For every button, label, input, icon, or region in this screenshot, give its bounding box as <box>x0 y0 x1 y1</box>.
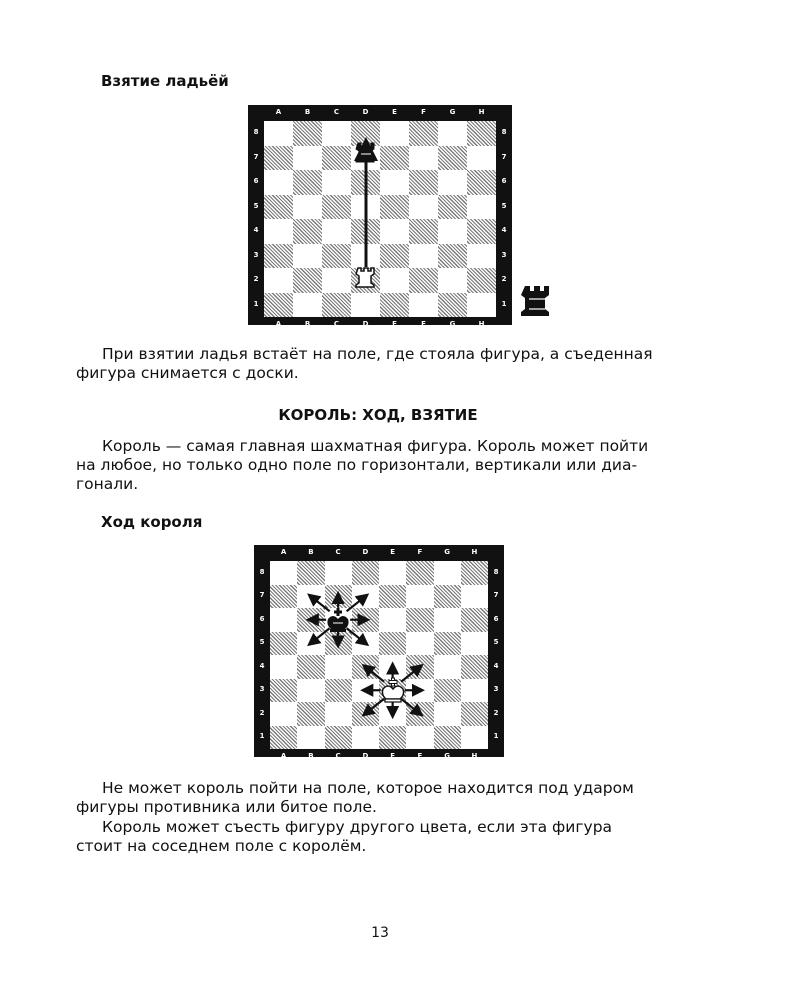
file-label: G <box>444 548 450 556</box>
file-label: B <box>308 752 314 760</box>
rank-label: 4 <box>259 661 265 670</box>
king-move-arrows <box>254 545 504 757</box>
black-king-icon <box>325 607 351 633</box>
rank-label: 4 <box>493 661 499 670</box>
file-label: G <box>449 320 456 328</box>
rank-label: 4 <box>253 226 259 235</box>
text-line: на любое, но только одно поле по горизонтали, вертикали или диа- <box>76 456 638 474</box>
page-number: 13 <box>371 925 389 941</box>
file-label: C <box>335 752 341 760</box>
file-label: B <box>304 108 311 116</box>
text-line: стоит на соседнем поле с королём. <box>76 837 367 855</box>
rank-label: 5 <box>493 638 499 647</box>
heading-king-move: Ход короля <box>101 513 203 531</box>
rank-label: 2 <box>501 275 507 284</box>
text-line: Король — самая главная шахматная фигура. Король может пойти <box>102 437 649 455</box>
file-label: H <box>471 752 478 760</box>
file-label: D <box>362 548 369 556</box>
rank-label: 3 <box>493 685 499 694</box>
rank-label: 2 <box>253 275 259 284</box>
file-label: B <box>304 320 311 328</box>
file-label: F <box>417 548 423 556</box>
chessboard-rook-capture <box>248 105 512 328</box>
rank-label: 1 <box>259 732 265 741</box>
rank-label: 1 <box>493 732 499 741</box>
white-rook-icon <box>352 265 380 289</box>
file-label: D <box>362 320 369 328</box>
file-label: A <box>280 752 287 760</box>
rank-label: 5 <box>253 201 259 210</box>
paragraph-king-restriction <box>76 779 680 817</box>
rank-label: 4 <box>501 226 507 235</box>
file-label: H <box>478 320 485 328</box>
text-line: фигура снимается с доски. <box>76 364 299 382</box>
chessboard-king-move <box>254 545 504 760</box>
rank-label: 3 <box>253 250 259 259</box>
file-label: C <box>333 320 340 328</box>
text-line: фигуры противника или битое поле. <box>76 798 377 816</box>
rank-label: 8 <box>501 128 507 137</box>
rank-label: 6 <box>493 614 499 623</box>
file-label: E <box>392 320 397 328</box>
rank-label: 7 <box>253 152 259 161</box>
white-king-icon <box>380 677 406 703</box>
paragraph-rook-capture <box>76 345 680 383</box>
rank-label: 1 <box>501 299 507 308</box>
file-label: D <box>362 752 369 760</box>
rank-label: 2 <box>259 708 265 717</box>
rank-label: 7 <box>501 152 507 161</box>
file-label: C <box>333 108 340 116</box>
rank-label: 8 <box>253 128 259 137</box>
rank-label: 5 <box>259 638 265 647</box>
rank-label: 6 <box>259 614 265 623</box>
file-label: H <box>471 548 478 556</box>
rank-label: 3 <box>259 685 265 694</box>
black-rook-icon <box>352 140 380 164</box>
file-label: A <box>275 320 282 328</box>
text-line: Король может съесть фигуру другого цвета, если эта фигура <box>102 818 613 836</box>
rank-label: 8 <box>493 567 499 576</box>
rank-label: 3 <box>501 250 507 259</box>
file-label: C <box>335 548 341 556</box>
captured-black-rook-icon <box>520 284 554 320</box>
rank-label: 2 <box>493 708 499 717</box>
rank-label: 1 <box>253 299 259 308</box>
rook-move-arrow <box>248 105 512 325</box>
text-line: При взятии ладья встаёт на поле, где стояла фигура, а съеденная <box>102 345 653 363</box>
file-label: A <box>280 548 287 556</box>
paragraph-king-intro <box>76 437 680 494</box>
rank-label: 8 <box>259 567 265 576</box>
file-label: G <box>444 752 450 760</box>
file-label: A <box>275 108 282 116</box>
file-label: E <box>390 548 396 556</box>
file-label: F <box>421 320 426 328</box>
file-label: B <box>308 548 314 556</box>
file-label: F <box>421 108 426 116</box>
rank-label: 6 <box>253 177 259 186</box>
paragraph-king-capture <box>76 818 680 856</box>
heading-rook-capture: Взятие ладьёй <box>101 72 229 90</box>
file-label: G <box>449 108 456 116</box>
rank-label: 5 <box>501 201 507 210</box>
rank-label: 7 <box>493 591 499 600</box>
rank-label: 7 <box>259 591 265 600</box>
file-label: H <box>478 108 485 116</box>
file-label: F <box>417 752 423 760</box>
file-label: E <box>390 752 396 760</box>
section-title-king: КОРОЛЬ: ХОД, ВЗЯТИЕ <box>278 406 478 424</box>
text-line: гонали. <box>76 475 139 493</box>
rank-label: 6 <box>501 177 507 186</box>
text-line: Не может король пойти на поле, которое находится под ударом <box>102 779 634 797</box>
file-label: D <box>362 108 369 116</box>
file-label: E <box>392 108 397 116</box>
